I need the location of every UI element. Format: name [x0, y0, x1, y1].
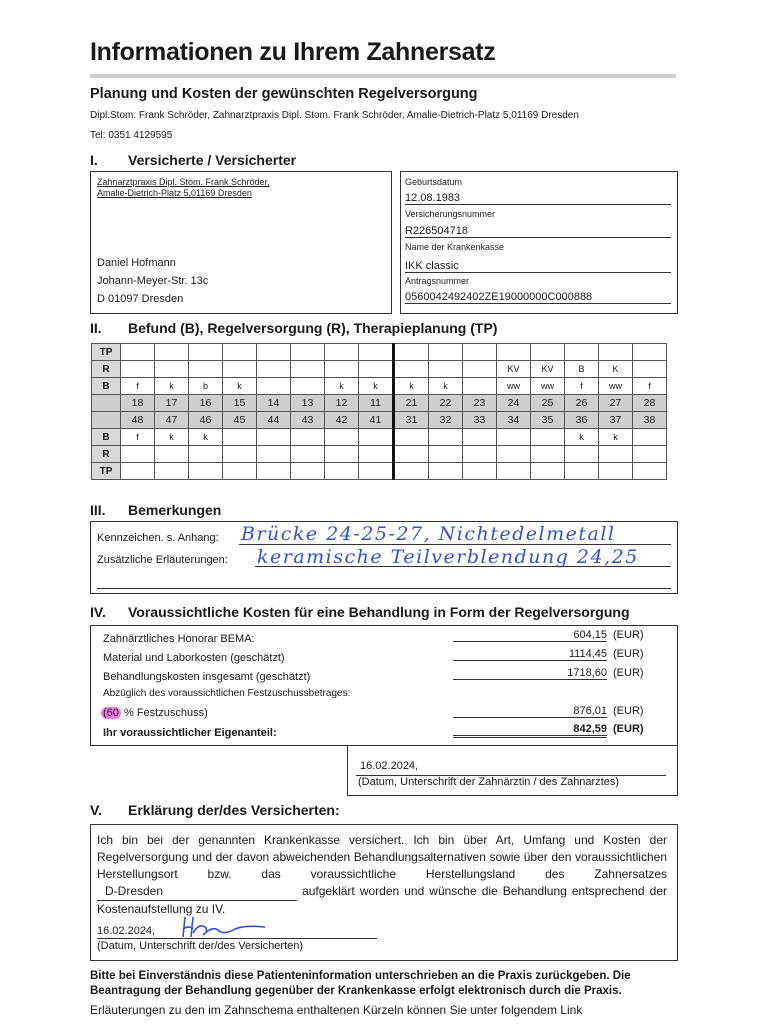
chart-row-upper: [92, 344, 667, 361]
chart-cell: [463, 446, 497, 463]
chart-cell: 15: [223, 395, 257, 412]
chart-row-lower: [92, 463, 667, 480]
chart-cell: 13: [291, 395, 325, 412]
own-share-value: 842,59: [453, 723, 607, 738]
subsidy-unit: (EUR): [613, 705, 644, 717]
chart-cell: 41: [359, 412, 394, 429]
chart-cell: f: [565, 378, 599, 395]
page-subtitle: Planung und Kosten der gewünschten Regelversorgung: [90, 86, 478, 102]
dentist-signature-box: [347, 745, 678, 796]
cost-unit-fee: (EUR): [613, 629, 644, 641]
chart-cell: 43: [291, 412, 325, 429]
chart-cell: 28: [633, 395, 667, 412]
chart-cell: [463, 463, 497, 480]
chart-cell: ww: [599, 378, 633, 395]
chart-cell: k: [394, 378, 429, 395]
chart-cell: 46: [189, 412, 223, 429]
section-1-number: I.: [90, 152, 98, 168]
sender-line-2: Amalie-Dietrich-Platz 5,01169 Dresden: [97, 188, 252, 198]
chart-cell: [394, 446, 429, 463]
chart-cell: 26: [565, 395, 599, 412]
chart-cell: [189, 463, 223, 480]
chart-cell: KV: [531, 361, 565, 378]
chart-cell: 16: [189, 395, 223, 412]
chart-cell: [257, 446, 291, 463]
section-3-number: III.: [90, 502, 106, 518]
chart-row-label: R: [92, 446, 121, 463]
chart-cell: [291, 429, 325, 446]
insured-sign-line: [97, 938, 377, 939]
chart-cell: 33: [463, 412, 497, 429]
declaration-box: [90, 824, 678, 961]
chart-cell: 34: [497, 412, 531, 429]
chart-cell: [497, 344, 531, 361]
section-2-title: Befund (B), Regelversorgung (R), Therapieplanung (TP): [128, 320, 498, 336]
cost-value-total: 1718,60: [453, 667, 607, 680]
chart-cell: 24: [497, 395, 531, 412]
chart-cell: [291, 361, 325, 378]
chart-cell: B: [565, 361, 599, 378]
chart-cell: k: [223, 378, 257, 395]
cost-label-material: Material und Laborkosten (geschätzt): [103, 652, 285, 664]
chart-cell: k: [359, 378, 394, 395]
chart-cell: [394, 463, 429, 480]
chart-cell: [429, 463, 463, 480]
chart-cell: f: [121, 378, 155, 395]
title-divider: [90, 74, 676, 78]
chart-cell: [497, 446, 531, 463]
application-number-label: Antragsnummer: [405, 276, 470, 286]
chart-cell: k: [325, 378, 359, 395]
chart-cell: [257, 378, 291, 395]
remarks-handwriting-2: keramische Teilverblendung 24,25: [257, 546, 639, 568]
insurer-label: Name der Krankenkasse: [405, 242, 505, 252]
section-2-heading: [90, 320, 497, 336]
chart-row-lower: [92, 429, 667, 446]
own-share-unit: (EUR): [613, 723, 644, 735]
chart-cell: [599, 463, 633, 480]
chart-cell: 37: [599, 412, 633, 429]
page-title: Informationen zu Ihrem Zahnersatz: [90, 38, 496, 66]
chart-cell: ww: [531, 378, 565, 395]
chart-cell: 47: [155, 412, 189, 429]
chart-cell: [155, 361, 189, 378]
chart-cell: [291, 463, 325, 480]
chart-cell: [565, 463, 599, 480]
chart-row-label: TP: [92, 344, 121, 361]
chart-cell: [325, 446, 359, 463]
production-place: D-Dresden: [97, 883, 297, 901]
section-5-number: V.: [90, 802, 102, 818]
remarks-label-1: Kennzeichen. s. Anhang:: [97, 532, 219, 544]
chart-row-upper: [92, 361, 667, 378]
section-3-title: Bemerkungen: [128, 502, 222, 518]
section-1-heading: [90, 152, 296, 168]
remarks-label-2: Zusätzliche Erläuterungen:: [97, 554, 228, 566]
chart-cell: 22: [429, 395, 463, 412]
chart-cell: [599, 446, 633, 463]
chart-cell: [223, 361, 257, 378]
chart-cell: [633, 463, 667, 480]
chart-row-upper-teeth: [92, 395, 667, 412]
dentist-sign-label: (Datum, Unterschrift der Zahnärztin / des Zahnarztes): [358, 776, 620, 788]
chart-cell: [359, 429, 394, 446]
remarks-line-3: [97, 588, 671, 589]
chart-row-label: R: [92, 361, 121, 378]
dentist-sign-date: 16.02.2024,: [360, 760, 419, 772]
chart-cell: 17: [155, 395, 189, 412]
chart-cell: 32: [429, 412, 463, 429]
chart-cell: [155, 344, 189, 361]
birthdate-value: 12.08.1983: [405, 192, 671, 205]
footer-instructions: Bitte bei Einverständnis diese Patienteninformation unterschrieben an die Praxis zurückgeben. Die Beantragung der Behandlung gegenüber der Krankenkasse erfolgt elektronisch durch die Praxis.: [90, 970, 631, 997]
section-5-heading: [90, 802, 340, 818]
chart-cell: 31: [394, 412, 429, 429]
birthdate-label: Geburtsdatum: [405, 177, 463, 187]
chart-cell: 38: [633, 412, 667, 429]
chart-cell: [497, 463, 531, 480]
application-number-value: 0560042492402ZE19000000C000888: [405, 291, 671, 304]
insured-street: Johann-Meyer-Str. 13c: [97, 275, 209, 287]
declaration-text: [97, 832, 667, 918]
subsidy-percent-line: [101, 707, 208, 719]
chart-cell: k: [565, 429, 599, 446]
chart-cell: ww: [497, 378, 531, 395]
chart-cell: 27: [599, 395, 633, 412]
remarks-line-1: [239, 544, 671, 545]
chart-cell: [463, 361, 497, 378]
chart-cell: K: [599, 361, 633, 378]
chart-row-label: B: [92, 429, 121, 446]
chart-cell: [325, 463, 359, 480]
chart-cell: 12: [325, 395, 359, 412]
chart-cell: [223, 429, 257, 446]
chart-cell: [429, 446, 463, 463]
chart-cell: [155, 446, 189, 463]
dental-chart: [91, 343, 667, 480]
chart-cell: [223, 446, 257, 463]
chart-cell: [565, 344, 599, 361]
chart-cell: [359, 446, 394, 463]
chart-cell: [394, 344, 429, 361]
chart-cell: [189, 446, 223, 463]
costs-box: [90, 625, 678, 746]
chart-cell: 18: [121, 395, 155, 412]
subsidy-percent-label: % Festzuschuss): [123, 707, 208, 719]
chart-cell: [394, 361, 429, 378]
chart-cell: [121, 463, 155, 480]
insurer-value: IKK classic: [405, 260, 671, 273]
remarks-box: [90, 521, 678, 594]
chart-cell: [565, 446, 599, 463]
chart-cell: 23: [463, 395, 497, 412]
chart-cell: [633, 361, 667, 378]
chart-cell: KV: [497, 361, 531, 378]
chart-cell: [633, 429, 667, 446]
section-4-title: Voraussichtliche Kosten für eine Behandlung in Form der Regelversorgung: [128, 604, 630, 620]
sender-line-1: Zahnarztpraxis Dipl. Stom. Frank Schröder,: [97, 177, 270, 187]
cost-value-fee: 604,15: [453, 629, 607, 642]
chart-cell: [189, 361, 223, 378]
chart-cell: [325, 344, 359, 361]
chart-cell: [291, 446, 325, 463]
chart-cell: [223, 344, 257, 361]
section-3-heading: [90, 502, 221, 518]
section-2-number: II.: [90, 320, 102, 336]
subsidy-percent-highlight: (60: [103, 707, 119, 719]
chart-cell: [359, 361, 394, 378]
chart-cell: [463, 429, 497, 446]
section-1-title: Versicherte / Versicherter: [128, 152, 297, 168]
section-4-heading: [90, 604, 630, 620]
chart-cell: [291, 344, 325, 361]
chart-row-lower-teeth: [92, 412, 667, 429]
chart-cell: [633, 446, 667, 463]
cost-unit-total: (EUR): [613, 667, 644, 679]
chart-cell: [531, 344, 565, 361]
chart-row-label: B: [92, 378, 121, 395]
practice-tel: Tel: 0351 4129595: [90, 130, 173, 141]
chart-cell: b: [189, 378, 223, 395]
chart-cell: [121, 361, 155, 378]
chart-cell: 21: [394, 395, 429, 412]
chart-cell: [359, 463, 394, 480]
chart-cell: [497, 429, 531, 446]
insured-sign-label: (Datum, Unterschrift der/des Versicherten): [97, 940, 304, 952]
chart-row-label: [92, 395, 121, 412]
chart-cell: k: [599, 429, 633, 446]
chart-cell: [189, 344, 223, 361]
section-5-title: Erklärung der/des Versicherten:: [128, 802, 340, 818]
footer-last-line: Erläuterungen zu den im Zahnschema enthaltenen Kürzeln können Sie unter folgendem Link: [90, 1003, 583, 1017]
declaration-text-b: aufgeklärt worden und wünsche die Behandlung entsprechend der Kostenaufstellung zu IV.: [97, 884, 667, 916]
chart-cell: [223, 463, 257, 480]
chart-cell: [531, 446, 565, 463]
remarks-line-2: [255, 566, 671, 567]
own-share-label: Ihr voraussichtlicher Eigenanteil:: [103, 727, 277, 739]
chart-cell: k: [155, 429, 189, 446]
chart-cell: k: [155, 378, 189, 395]
chart-cell: 36: [565, 412, 599, 429]
insurance-number-value: R226504718: [405, 225, 671, 238]
chart-cell: [531, 429, 565, 446]
chart-cell: [394, 429, 429, 446]
chart-cell: [463, 378, 497, 395]
chart-cell: [429, 361, 463, 378]
chart-cell: [429, 344, 463, 361]
chart-cell: [599, 344, 633, 361]
chart-cell: 14: [257, 395, 291, 412]
cost-value-material: 1114,45: [453, 648, 607, 661]
cost-label-fee: Zahnärztliches Honorar BEMA:: [103, 633, 255, 645]
chart-cell: [155, 463, 189, 480]
insured-signature: [179, 913, 269, 941]
insurance-details-box: [400, 171, 678, 314]
chart-cell: [121, 344, 155, 361]
chart-cell: k: [189, 429, 223, 446]
chart-cell: 11: [359, 395, 394, 412]
chart-cell: 45: [223, 412, 257, 429]
chart-cell: [257, 463, 291, 480]
chart-cell: [291, 378, 325, 395]
chart-cell: [121, 446, 155, 463]
chart-cell: [257, 429, 291, 446]
chart-cell: [359, 344, 394, 361]
chart-cell: f: [121, 429, 155, 446]
chart-cell: [429, 429, 463, 446]
chart-cell: 35: [531, 412, 565, 429]
chart-cell: [325, 361, 359, 378]
chart-row-label: TP: [92, 463, 121, 480]
cost-unit-material: (EUR): [613, 648, 644, 660]
chart-cell: 25: [531, 395, 565, 412]
practice-line: Dipl.Stom. Frank Schröder, Zahnarztpraxis Dipl. Stom. Frank Schröder, Amalie-Dietrich-Platz 5,01169 Dresden: [90, 110, 579, 121]
chart-cell: [633, 344, 667, 361]
chart-cell: 48: [121, 412, 155, 429]
subsidy-value: 876,01: [453, 705, 607, 718]
chart-row-upper: [92, 378, 667, 395]
insured-sign-date: 16.02.2024,: [97, 925, 156, 937]
chart-row-label: [92, 412, 121, 429]
insured-city: D 01097 Dresden: [97, 293, 184, 305]
declaration-text-a: Ich bin bei der genannten Krankenkasse versichert. Ich bin über Art, Umfang und Kosten der Regelversorgung und der davon abweichenden Behandlungsalternativen sowie über den voraussichtlichen Herstellungsort bzw. das voraussichtliche Herstellungsland des Zahnersatzes: [97, 833, 667, 881]
deduction-label: Abzüglich des voraussichtlichen Festzuschussbetrages:: [103, 688, 351, 699]
chart-cell: f: [633, 378, 667, 395]
chart-cell: [463, 344, 497, 361]
section-4-number: IV.: [90, 604, 106, 620]
cost-label-total: Behandlungskosten insgesamt (geschätzt): [103, 671, 311, 683]
chart-row-lower: [92, 446, 667, 463]
insured-address-box: [90, 171, 392, 314]
chart-cell: 44: [257, 412, 291, 429]
chart-cell: [531, 463, 565, 480]
chart-cell: [325, 429, 359, 446]
chart-cell: k: [429, 378, 463, 395]
chart-cell: [257, 361, 291, 378]
chart-cell: 42: [325, 412, 359, 429]
subsidy-percent: 60: [106, 707, 119, 719]
insurance-number-label: Versicherungsnummer: [405, 209, 496, 219]
remarks-handwriting-1: Brücke 24-25-27, Nichtedelmetall: [241, 523, 616, 545]
insured-name: Daniel Hofmann: [97, 257, 176, 269]
chart-cell: [257, 344, 291, 361]
